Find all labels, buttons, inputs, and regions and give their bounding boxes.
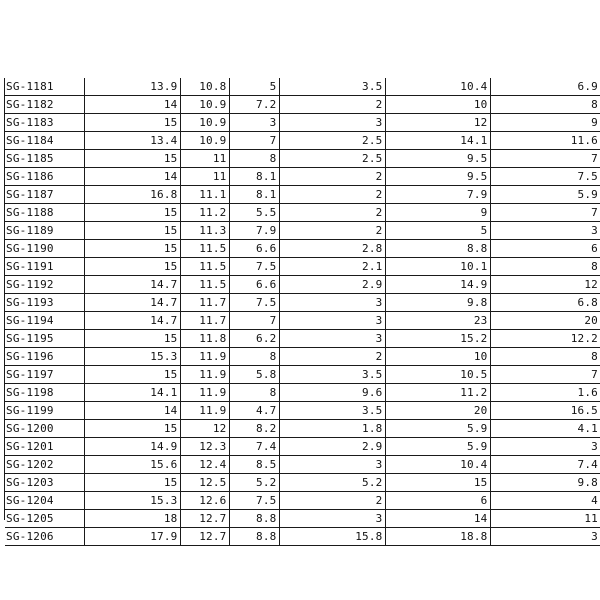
table-row xyxy=(5,96,600,114)
value-cell-2: 11.5 xyxy=(180,258,229,276)
value-cell-5: 14 xyxy=(385,510,490,528)
value-cell-3: 8.1 xyxy=(229,186,279,204)
value-cell-4: 2.5 xyxy=(279,132,385,150)
value-cell-5: 9 xyxy=(385,204,490,222)
value-cell-5: 10.4 xyxy=(385,456,490,474)
value-cell-6: 5.9 xyxy=(490,186,600,204)
table-row xyxy=(5,222,600,240)
sample-id-cell: SG-1190 xyxy=(5,240,84,258)
value-cell-6: 12 xyxy=(490,276,600,294)
sample-id-cell: SG-1192 xyxy=(5,276,84,294)
sample-id-cell: SG-1206 xyxy=(5,528,84,546)
sample-id-cell: SG-1191 xyxy=(5,258,84,276)
value-cell-2: 12.4 xyxy=(180,456,229,474)
value-cell-4: 2 xyxy=(279,492,385,510)
value-cell-4: 3 xyxy=(279,114,385,132)
table-row xyxy=(5,294,600,312)
value-cell-1: 15 xyxy=(84,258,180,276)
value-cell-5: 10.5 xyxy=(385,366,490,384)
value-cell-3: 5.5 xyxy=(229,204,279,222)
table-row xyxy=(5,240,600,258)
value-cell-5: 10 xyxy=(385,96,490,114)
value-cell-2: 11.9 xyxy=(180,402,229,420)
value-cell-5: 14.1 xyxy=(385,132,490,150)
sample-id-cell: SG-1187 xyxy=(5,186,84,204)
value-cell-5: 23 xyxy=(385,312,490,330)
table-row xyxy=(5,420,600,438)
sample-id-cell: SG-1189 xyxy=(5,222,84,240)
value-cell-3: 6.6 xyxy=(229,276,279,294)
value-cell-3: 7.5 xyxy=(229,492,279,510)
table-row xyxy=(5,528,600,546)
value-cell-3: 8 xyxy=(229,348,279,366)
value-cell-4: 2.8 xyxy=(279,240,385,258)
value-cell-2: 11 xyxy=(180,150,229,168)
value-cell-4: 9.6 xyxy=(279,384,385,402)
value-cell-2: 11.5 xyxy=(180,240,229,258)
value-cell-1: 14.7 xyxy=(84,276,180,294)
value-cell-6: 11 xyxy=(490,510,600,528)
table-row xyxy=(5,186,600,204)
value-cell-1: 15 xyxy=(84,114,180,132)
value-cell-6: 7 xyxy=(490,204,600,222)
sample-id-cell: SG-1200 xyxy=(5,420,84,438)
value-cell-3: 5.2 xyxy=(229,474,279,492)
value-cell-2: 12 xyxy=(180,420,229,438)
value-cell-3: 7.5 xyxy=(229,258,279,276)
table-row xyxy=(5,168,600,186)
value-cell-5: 9.8 xyxy=(385,294,490,312)
value-cell-3: 8.8 xyxy=(229,528,279,546)
value-cell-2: 11.7 xyxy=(180,294,229,312)
table-row xyxy=(5,312,600,330)
value-cell-4: 2.5 xyxy=(279,150,385,168)
value-cell-6: 11.6 xyxy=(490,132,600,150)
value-cell-1: 14 xyxy=(84,168,180,186)
value-cell-4: 15.8 xyxy=(279,528,385,546)
value-cell-5: 12 xyxy=(385,114,490,132)
value-cell-2: 11.1 xyxy=(180,186,229,204)
value-cell-4: 3 xyxy=(279,294,385,312)
value-cell-4: 1.8 xyxy=(279,420,385,438)
table-row xyxy=(5,204,600,222)
value-cell-2: 10.9 xyxy=(180,96,229,114)
value-cell-6: 20 xyxy=(490,312,600,330)
value-cell-1: 18 xyxy=(84,510,180,528)
value-cell-6: 3 xyxy=(490,222,600,240)
table-row xyxy=(5,150,600,168)
value-cell-6: 4.1 xyxy=(490,420,600,438)
sample-id-cell: SG-1186 xyxy=(5,168,84,186)
sample-id-cell: SG-1205 xyxy=(5,510,84,528)
value-cell-5: 8.8 xyxy=(385,240,490,258)
value-cell-2: 11.8 xyxy=(180,330,229,348)
value-cell-1: 17.9 xyxy=(84,528,180,546)
table-row xyxy=(5,258,600,276)
value-cell-6: 8 xyxy=(490,258,600,276)
value-cell-2: 11.9 xyxy=(180,384,229,402)
value-cell-5: 5.9 xyxy=(385,438,490,456)
value-cell-5: 10.4 xyxy=(385,78,490,96)
value-cell-4: 2.9 xyxy=(279,438,385,456)
table-row xyxy=(5,456,600,474)
value-cell-3: 8.8 xyxy=(229,510,279,528)
value-cell-2: 12.6 xyxy=(180,492,229,510)
value-cell-4: 3.5 xyxy=(279,402,385,420)
value-cell-1: 15 xyxy=(84,330,180,348)
value-cell-1: 14.7 xyxy=(84,312,180,330)
value-cell-4: 2 xyxy=(279,222,385,240)
table-row xyxy=(5,132,600,150)
sample-id-cell: SG-1198 xyxy=(5,384,84,402)
sample-id-cell: SG-1184 xyxy=(5,132,84,150)
table-row xyxy=(5,384,600,402)
value-cell-3: 7.9 xyxy=(229,222,279,240)
table-row xyxy=(5,330,600,348)
value-cell-3: 6.6 xyxy=(229,240,279,258)
value-cell-5: 18.8 xyxy=(385,528,490,546)
sample-id-cell: SG-1194 xyxy=(5,312,84,330)
value-cell-5: 5 xyxy=(385,222,490,240)
value-cell-3: 8 xyxy=(229,384,279,402)
value-cell-2: 11.2 xyxy=(180,204,229,222)
value-cell-6: 6.9 xyxy=(490,78,600,96)
value-cell-3: 8.2 xyxy=(229,420,279,438)
value-cell-5: 10 xyxy=(385,348,490,366)
data-table xyxy=(5,78,600,546)
value-cell-4: 3.5 xyxy=(279,78,385,96)
table-row xyxy=(5,492,600,510)
value-cell-6: 8 xyxy=(490,348,600,366)
value-cell-6: 3 xyxy=(490,438,600,456)
sample-id-cell: SG-1204 xyxy=(5,492,84,510)
value-cell-5: 11.2 xyxy=(385,384,490,402)
value-cell-4: 3.5 xyxy=(279,366,385,384)
table-row xyxy=(5,78,600,96)
value-cell-6: 12.2 xyxy=(490,330,600,348)
value-cell-5: 6 xyxy=(385,492,490,510)
table-row xyxy=(5,438,600,456)
value-cell-6: 7 xyxy=(490,150,600,168)
value-cell-5: 7.9 xyxy=(385,186,490,204)
value-cell-3: 7 xyxy=(229,132,279,150)
value-cell-3: 6.2 xyxy=(229,330,279,348)
table-row xyxy=(5,114,600,132)
value-cell-5: 15.2 xyxy=(385,330,490,348)
value-cell-2: 12.3 xyxy=(180,438,229,456)
value-cell-6: 9.8 xyxy=(490,474,600,492)
value-cell-1: 13.4 xyxy=(84,132,180,150)
value-cell-1: 15.3 xyxy=(84,492,180,510)
value-cell-5: 20 xyxy=(385,402,490,420)
value-cell-3: 7.4 xyxy=(229,438,279,456)
value-cell-1: 13.9 xyxy=(84,78,180,96)
value-cell-5: 15 xyxy=(385,474,490,492)
value-cell-6: 7.5 xyxy=(490,168,600,186)
value-cell-1: 15 xyxy=(84,366,180,384)
value-cell-5: 5.9 xyxy=(385,420,490,438)
sample-id-cell: SG-1202 xyxy=(5,456,84,474)
value-cell-4: 2 xyxy=(279,204,385,222)
value-cell-2: 11.7 xyxy=(180,312,229,330)
value-cell-1: 15.3 xyxy=(84,348,180,366)
value-cell-5: 9.5 xyxy=(385,168,490,186)
value-cell-2: 10.8 xyxy=(180,78,229,96)
table-row xyxy=(5,276,600,294)
value-cell-2: 11 xyxy=(180,168,229,186)
value-cell-2: 12.7 xyxy=(180,528,229,546)
sample-id-cell: SG-1181 xyxy=(5,78,84,96)
value-cell-1: 15 xyxy=(84,204,180,222)
value-cell-1: 15.6 xyxy=(84,456,180,474)
value-cell-1: 14.7 xyxy=(84,294,180,312)
sample-id-cell: SG-1195 xyxy=(5,330,84,348)
value-cell-3: 8.1 xyxy=(229,168,279,186)
value-cell-1: 14 xyxy=(84,96,180,114)
value-cell-1: 14.1 xyxy=(84,384,180,402)
sample-id-cell: SG-1188 xyxy=(5,204,84,222)
value-cell-4: 2 xyxy=(279,168,385,186)
value-cell-2: 11.5 xyxy=(180,276,229,294)
value-cell-4: 5.2 xyxy=(279,474,385,492)
value-cell-6: 1.6 xyxy=(490,384,600,402)
sample-id-cell: SG-1182 xyxy=(5,96,84,114)
value-cell-1: 15 xyxy=(84,420,180,438)
value-cell-3: 7.5 xyxy=(229,294,279,312)
value-cell-1: 14.9 xyxy=(84,438,180,456)
value-cell-4: 2 xyxy=(279,96,385,114)
sample-id-cell: SG-1199 xyxy=(5,402,84,420)
value-cell-4: 3 xyxy=(279,510,385,528)
value-cell-6: 6 xyxy=(490,240,600,258)
value-cell-2: 11.9 xyxy=(180,348,229,366)
value-cell-3: 4.7 xyxy=(229,402,279,420)
value-cell-2: 11.9 xyxy=(180,366,229,384)
table-row xyxy=(5,510,600,528)
value-cell-4: 2 xyxy=(279,186,385,204)
value-cell-4: 2.9 xyxy=(279,276,385,294)
value-cell-6: 4 xyxy=(490,492,600,510)
sample-id-cell: SG-1185 xyxy=(5,150,84,168)
value-cell-3: 8 xyxy=(229,150,279,168)
table-row xyxy=(5,474,600,492)
value-cell-3: 5.8 xyxy=(229,366,279,384)
value-cell-6: 7 xyxy=(490,366,600,384)
value-cell-2: 11.3 xyxy=(180,222,229,240)
value-cell-3: 7 xyxy=(229,312,279,330)
value-cell-2: 12.5 xyxy=(180,474,229,492)
value-cell-4: 3 xyxy=(279,312,385,330)
sample-id-cell: SG-1193 xyxy=(5,294,84,312)
value-cell-4: 2.1 xyxy=(279,258,385,276)
value-cell-2: 10.9 xyxy=(180,114,229,132)
value-cell-3: 5 xyxy=(229,78,279,96)
value-cell-1: 15 xyxy=(84,222,180,240)
table-body xyxy=(5,78,600,546)
table-row xyxy=(5,366,600,384)
value-cell-1: 15 xyxy=(84,474,180,492)
value-cell-2: 10.9 xyxy=(180,132,229,150)
value-cell-3: 7.2 xyxy=(229,96,279,114)
value-cell-2: 12.7 xyxy=(180,510,229,528)
value-cell-5: 14.9 xyxy=(385,276,490,294)
value-cell-1: 16.8 xyxy=(84,186,180,204)
sample-id-cell: SG-1196 xyxy=(5,348,84,366)
value-cell-6: 6.8 xyxy=(490,294,600,312)
value-cell-3: 3 xyxy=(229,114,279,132)
value-cell-1: 14 xyxy=(84,402,180,420)
value-cell-6: 8 xyxy=(490,96,600,114)
value-cell-3: 8.5 xyxy=(229,456,279,474)
sample-id-cell: SG-1197 xyxy=(5,366,84,384)
value-cell-6: 16.5 xyxy=(490,402,600,420)
value-cell-5: 9.5 xyxy=(385,150,490,168)
value-cell-4: 2 xyxy=(279,348,385,366)
sample-id-cell: SG-1203 xyxy=(5,474,84,492)
value-cell-5: 10.1 xyxy=(385,258,490,276)
value-cell-6: 3 xyxy=(490,528,600,546)
sample-id-cell: SG-1201 xyxy=(5,438,84,456)
table-row xyxy=(5,348,600,366)
table-row xyxy=(5,402,600,420)
value-cell-4: 3 xyxy=(279,330,385,348)
value-cell-6: 9 xyxy=(490,114,600,132)
value-cell-1: 15 xyxy=(84,240,180,258)
value-cell-6: 7.4 xyxy=(490,456,600,474)
value-cell-4: 3 xyxy=(279,456,385,474)
sample-id-cell: SG-1183 xyxy=(5,114,84,132)
value-cell-1: 15 xyxy=(84,150,180,168)
